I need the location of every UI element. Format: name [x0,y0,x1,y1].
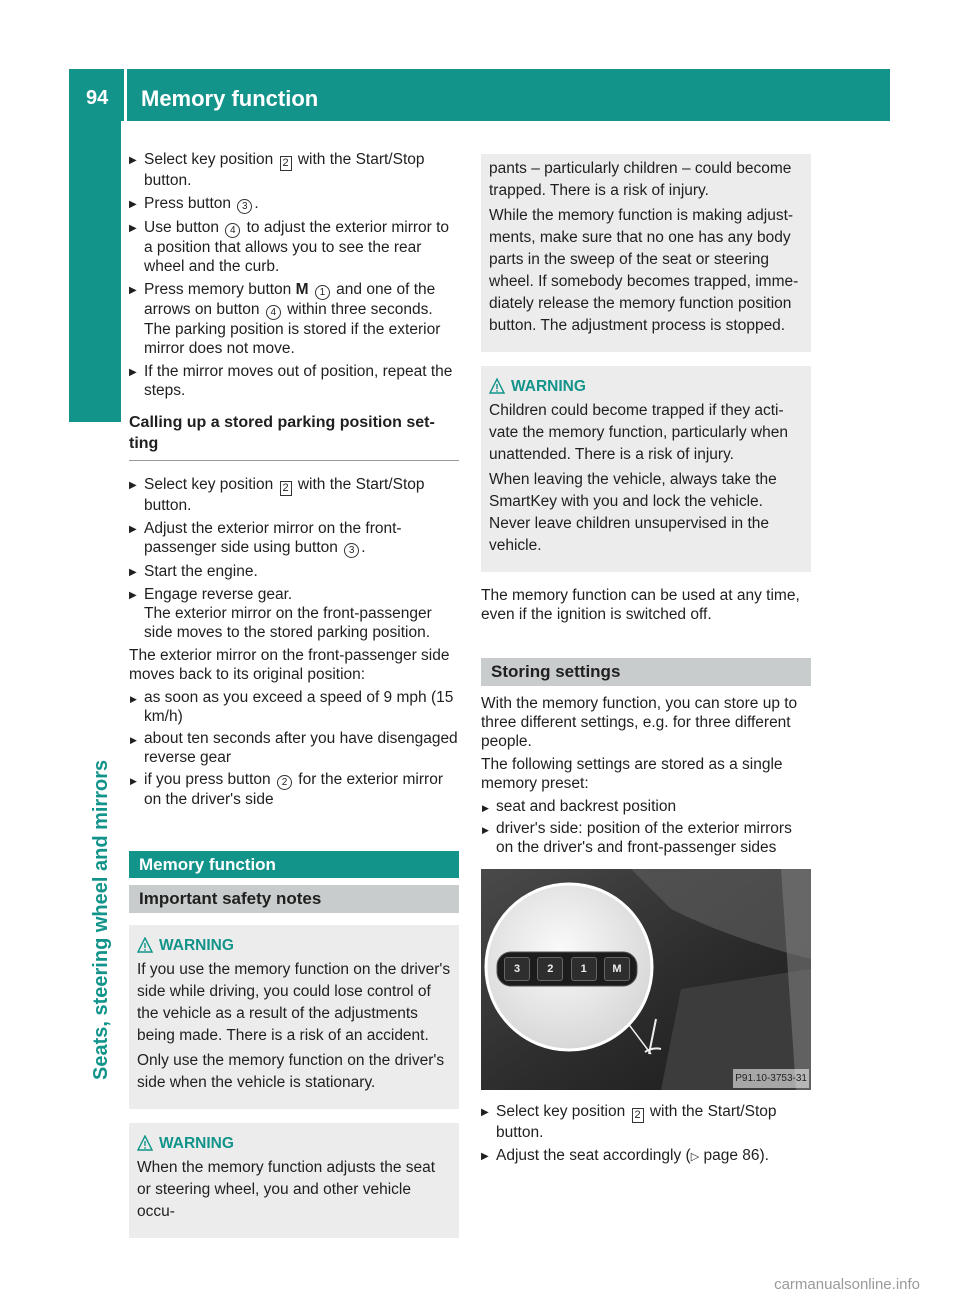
warning-title: WARNING [489,376,803,398]
paragraph: The exterior mirror on the front-passenger side moves back to its original position: [129,647,450,683]
warning-title: WARNING [137,935,451,957]
step: ▶ Adjust the exterior mirror on the front-passenger side using button 3 . [129,519,459,558]
page-reference-link[interactable]: page 86). [699,1147,769,1164]
warning-box [129,1123,459,1238]
button-number: 3 [344,543,359,558]
step: ▶ Select key position 2 with the Start/Stop button. [129,475,459,515]
subheading: Calling up a stored parking position set-ting [129,412,459,461]
chapter-label: Seats, steering wheel and mirrors [90,759,112,1080]
warning-title: WARNING [137,1133,451,1155]
page-title: Memory function [141,86,319,111]
warning-box [481,366,811,572]
step: ▶ Engage reverse gear. The exterior mirror on the front-passenger side moves to the stored parking position. [129,585,459,642]
page-reference-icon: ▷ [690,1151,700,1163]
warning-box-continued [481,154,811,352]
header-divider [124,69,127,121]
button-number: 2 [277,775,292,790]
section-title: Memory function [129,851,459,878]
subsection-title: Storing settings [481,658,811,686]
memory-button-3: 3 [504,957,530,981]
memory-buttons-photo [481,869,811,1090]
warning-text: If you use the memory function on the driver's side while driving, you could lose control of the vehicle as a result of the adjustments being made. There is a risk of an accident. [137,961,451,1044]
paragraph: With the memory function, you can store up to three different settings, e.g. for three different people. [481,695,798,750]
memory-button-1: 1 [571,957,597,981]
step: ▶ If the mirror moves out of position, repeat the steps. [129,362,459,400]
step: ▶ Adjust the seat accordingly (▷ page 86). [481,1146,811,1167]
button-number: 3 [237,199,252,214]
warning-icon [137,937,153,953]
step: ▶ Press button 3 . [129,194,459,214]
key-position-box: 2 [280,156,292,171]
page-header [69,69,890,121]
list-item: ▶ if you press button 2 for the exterior mirror on the driver's side [129,770,459,809]
warning-text: While the memory function is making adjust-ments, make sure that no one has any body parts in the sweep of the seat or steering wheel. If somebody becomes trapped, imme-diately release the memory function position button. The adjustment process is stopped. [489,207,799,334]
right-column [481,154,811,1171]
warning-text: When leaving the vehicle, always take the SmartKey with you and lock the vehicle. Never leave children unsupervised in the vehicle. [489,471,777,554]
key-position-box: 2 [280,481,292,496]
warning-text: Children could become trapped if they acti-vate the memory function, particularly when unattended. There is a risk of injury. [489,402,788,463]
step: ▶ Select key position 2 with the Start/Stop button. [481,1102,811,1142]
warning-text: pants – particularly children – could become trapped. There is a risk of injury. [489,160,792,199]
step: ▶ Start the engine. [129,562,459,581]
list-item: ▶ seat and backrest position [481,797,811,816]
left-column [129,150,459,1238]
figure-code: P91.10-3753-31 [733,1069,809,1088]
step: ▶ Select key position 2 with the Start/Stop button. [129,150,459,190]
warning-icon [137,1135,153,1151]
paragraph: The following settings are stored as a single memory preset: [481,756,783,792]
paragraph: The memory function can be used at any time, even if the ignition is switched off. [481,587,800,623]
memory-button-row [504,957,630,981]
memory-button-m: M [604,957,630,981]
warning-box [129,925,459,1109]
list-item: ▶ driver's side: position of the exterior mirrors on the driver's and front-passenger sides [481,819,811,857]
list-item: ▶ as soon as you exceed a speed of 9 mph (15 km/h) [129,688,459,726]
button-number: 1 [315,285,330,300]
warning-text: When the memory function adjusts the seat or steering wheel, you and other vehicle occu- [137,1159,436,1220]
step: ▶ Use button 4 to adjust the exterior mirror to a position that allows you to see the rear wheel and the curb. [129,218,459,276]
side-tab [69,121,121,422]
list-item: ▶ about ten seconds after you have disengaged reverse gear [129,729,459,767]
key-position-box: 2 [632,1108,644,1123]
memory-button-2: 2 [537,957,563,981]
subsection-title: Important safety notes [129,885,459,913]
page-number: 94 [86,87,109,109]
warning-text: Only use the memory function on the driver's side when the vehicle is stationary. [137,1052,445,1091]
button-number: 4 [266,305,281,320]
button-number: 4 [225,223,240,238]
warning-icon [489,378,505,394]
watermark: carmanualsonline.info [774,1276,920,1293]
step: ▶ Press memory button M 1 and one of the arrows on button 4 within three seconds. The parking position is stored if the exterior mirror does not move. [129,280,459,358]
